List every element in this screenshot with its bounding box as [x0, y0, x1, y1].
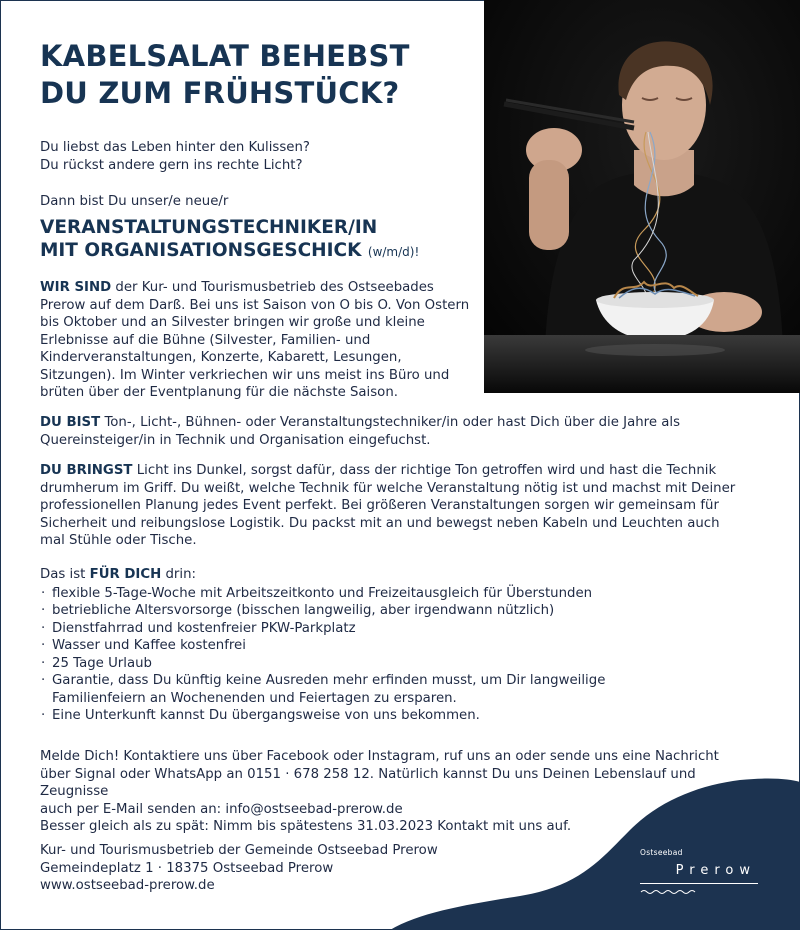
keyword-du-bringst: DU BRINGST [40, 463, 133, 478]
melde-line-1: Melde Dich! Kontaktiere uns über Facebook oder Instagram, ruf uns an oder sende uns eine Nachricht [40, 749, 719, 764]
wave-icon [640, 888, 700, 896]
du-bist-text: Ton-, Licht-, Bühnen- oder Veranstaltungstechniker/in oder hast Dich über die Jahre als Quereinsteiger/in in Technik und Organisation eingefuchst. [40, 415, 680, 448]
logo-small-text: Ostseebad [640, 848, 683, 857]
melde-line-3: auch per E-Mail senden an: info@ostseebad-prerow.de [40, 801, 403, 817]
list-item: · Wasser und Kaffee kostenfrei [40, 637, 760, 655]
melde-line-4: Besser gleich als zu spät: Nimm bis spätestens 31.03.2023 Kontakt mit uns auf. [40, 819, 572, 834]
job-title-line-1: VERANSTALTUNGSTECHNIKER/IN [40, 217, 378, 238]
photo-illustration [484, 0, 800, 393]
contact-org: Kur- und Tourismusbetrieb der Gemeinde Ostseebad Prerow [40, 843, 438, 858]
wir-sind-text: der Kur- und Tourismusbetrieb des Ostseebades Prerow auf dem Darß. Bei uns ist Saison von O bis O. Von Ostern bis Oktober und an Silvester bringen wir große und kleine Erlebnisse auf die Bühne (Silvester, Familien- und Kinderveranstaltungen, Konzerte, Kabarett, Lesungen, Sitzungen). Im Winter verkriechen wir uns meist ins Büro und brüten über der Eventplanung für die nächste Saison. [40, 280, 470, 400]
list-item: · Garantie, dass Du künftig keine Ausreden mehr erfinden musst, um Dir langweilige Familienfeiern an Wochenenden und Feiertagen zu ersparen. [40, 672, 702, 707]
prerow-logo [640, 848, 760, 878]
list-item: · Dienstfahrrad und kostenfreier PKW-Parkplatz [40, 620, 760, 638]
contact-address [40, 842, 438, 895]
keyword-fuer-dich: FÜR DICH [89, 567, 162, 582]
logo-divider [640, 883, 758, 884]
benefits-list [40, 585, 760, 725]
headline-line-2: DU ZUM FRÜHSTÜCK? [40, 76, 400, 110]
melde-line-2: über Signal oder WhatsApp an 0151 · 678 258 12. Natürlich kannst Du uns Deinen Lebenslauf und Zeugnisse [40, 766, 696, 799]
section-du-bist [40, 414, 730, 449]
job-title-suffix: (w/m/d)! [367, 245, 420, 259]
keyword-wir-sind: WIR SIND [40, 280, 112, 295]
headline-line-1: KABELSALAT BEHEBST [40, 39, 410, 73]
job-title [40, 216, 419, 264]
dann-text: Dann bist Du unser/e neue/r [40, 194, 229, 209]
intro-text [40, 139, 460, 174]
section-contact-call [40, 748, 760, 836]
list-item: · Eine Unterkunft kannst Du übergangsweise von uns bekommen. [40, 707, 760, 725]
list-item: · 25 Tage Urlaub [40, 655, 760, 673]
intro-line-2: Du rückst andere gern ins rechte Licht? [40, 157, 303, 173]
section-du-bringst [40, 462, 740, 550]
contact-website-link[interactable]: www.ostseebad-prerow.de [40, 878, 215, 893]
keyword-du-bist: DU BIST [40, 415, 101, 430]
section-benefits [40, 566, 760, 725]
list-item: · flexible 5-Tage-Woche mit Arbeitszeitkonto und Freizeitausgleich für Überstunden [40, 585, 760, 603]
contact-street: Gemeindeplatz 1 · 18375 Ostseebad Prerow [40, 860, 334, 876]
job-title-line-2: MIT ORGANISATIONSGESCHICK (w/m/d)! [40, 240, 420, 261]
photo-man-eating-cables [484, 0, 800, 393]
benefits-intro: Das ist FÜR DICH drin: [40, 567, 196, 582]
headline [40, 38, 410, 112]
du-bringst-text: Licht ins Dunkel, sorgst dafür, dass der richtige Ton getroffen wird und hast die Technik drumherum im Griff. Du weißt, welche Technik für welche Veranstaltung nötig ist und machst mit Deiner professionellen Planung jedes Event perfekt. Bei größeren Veranstaltungen sorgen wir gemeinsam für Sicherheit und reibungslose Logistik. Du packst mit an und bewegst neben Kabeln und Leuchten auch mal Stühle oder Tische. [40, 463, 736, 548]
logo-big-text: Prerow [675, 863, 756, 878]
list-item: · betriebliche Altersvorsorge (bisschen langweilig, aber irgendwann nützlich) [40, 602, 760, 620]
section-wir-sind [40, 279, 480, 402]
intro-line-1: Du liebst das Leben hinter den Kulissen? [40, 140, 310, 155]
